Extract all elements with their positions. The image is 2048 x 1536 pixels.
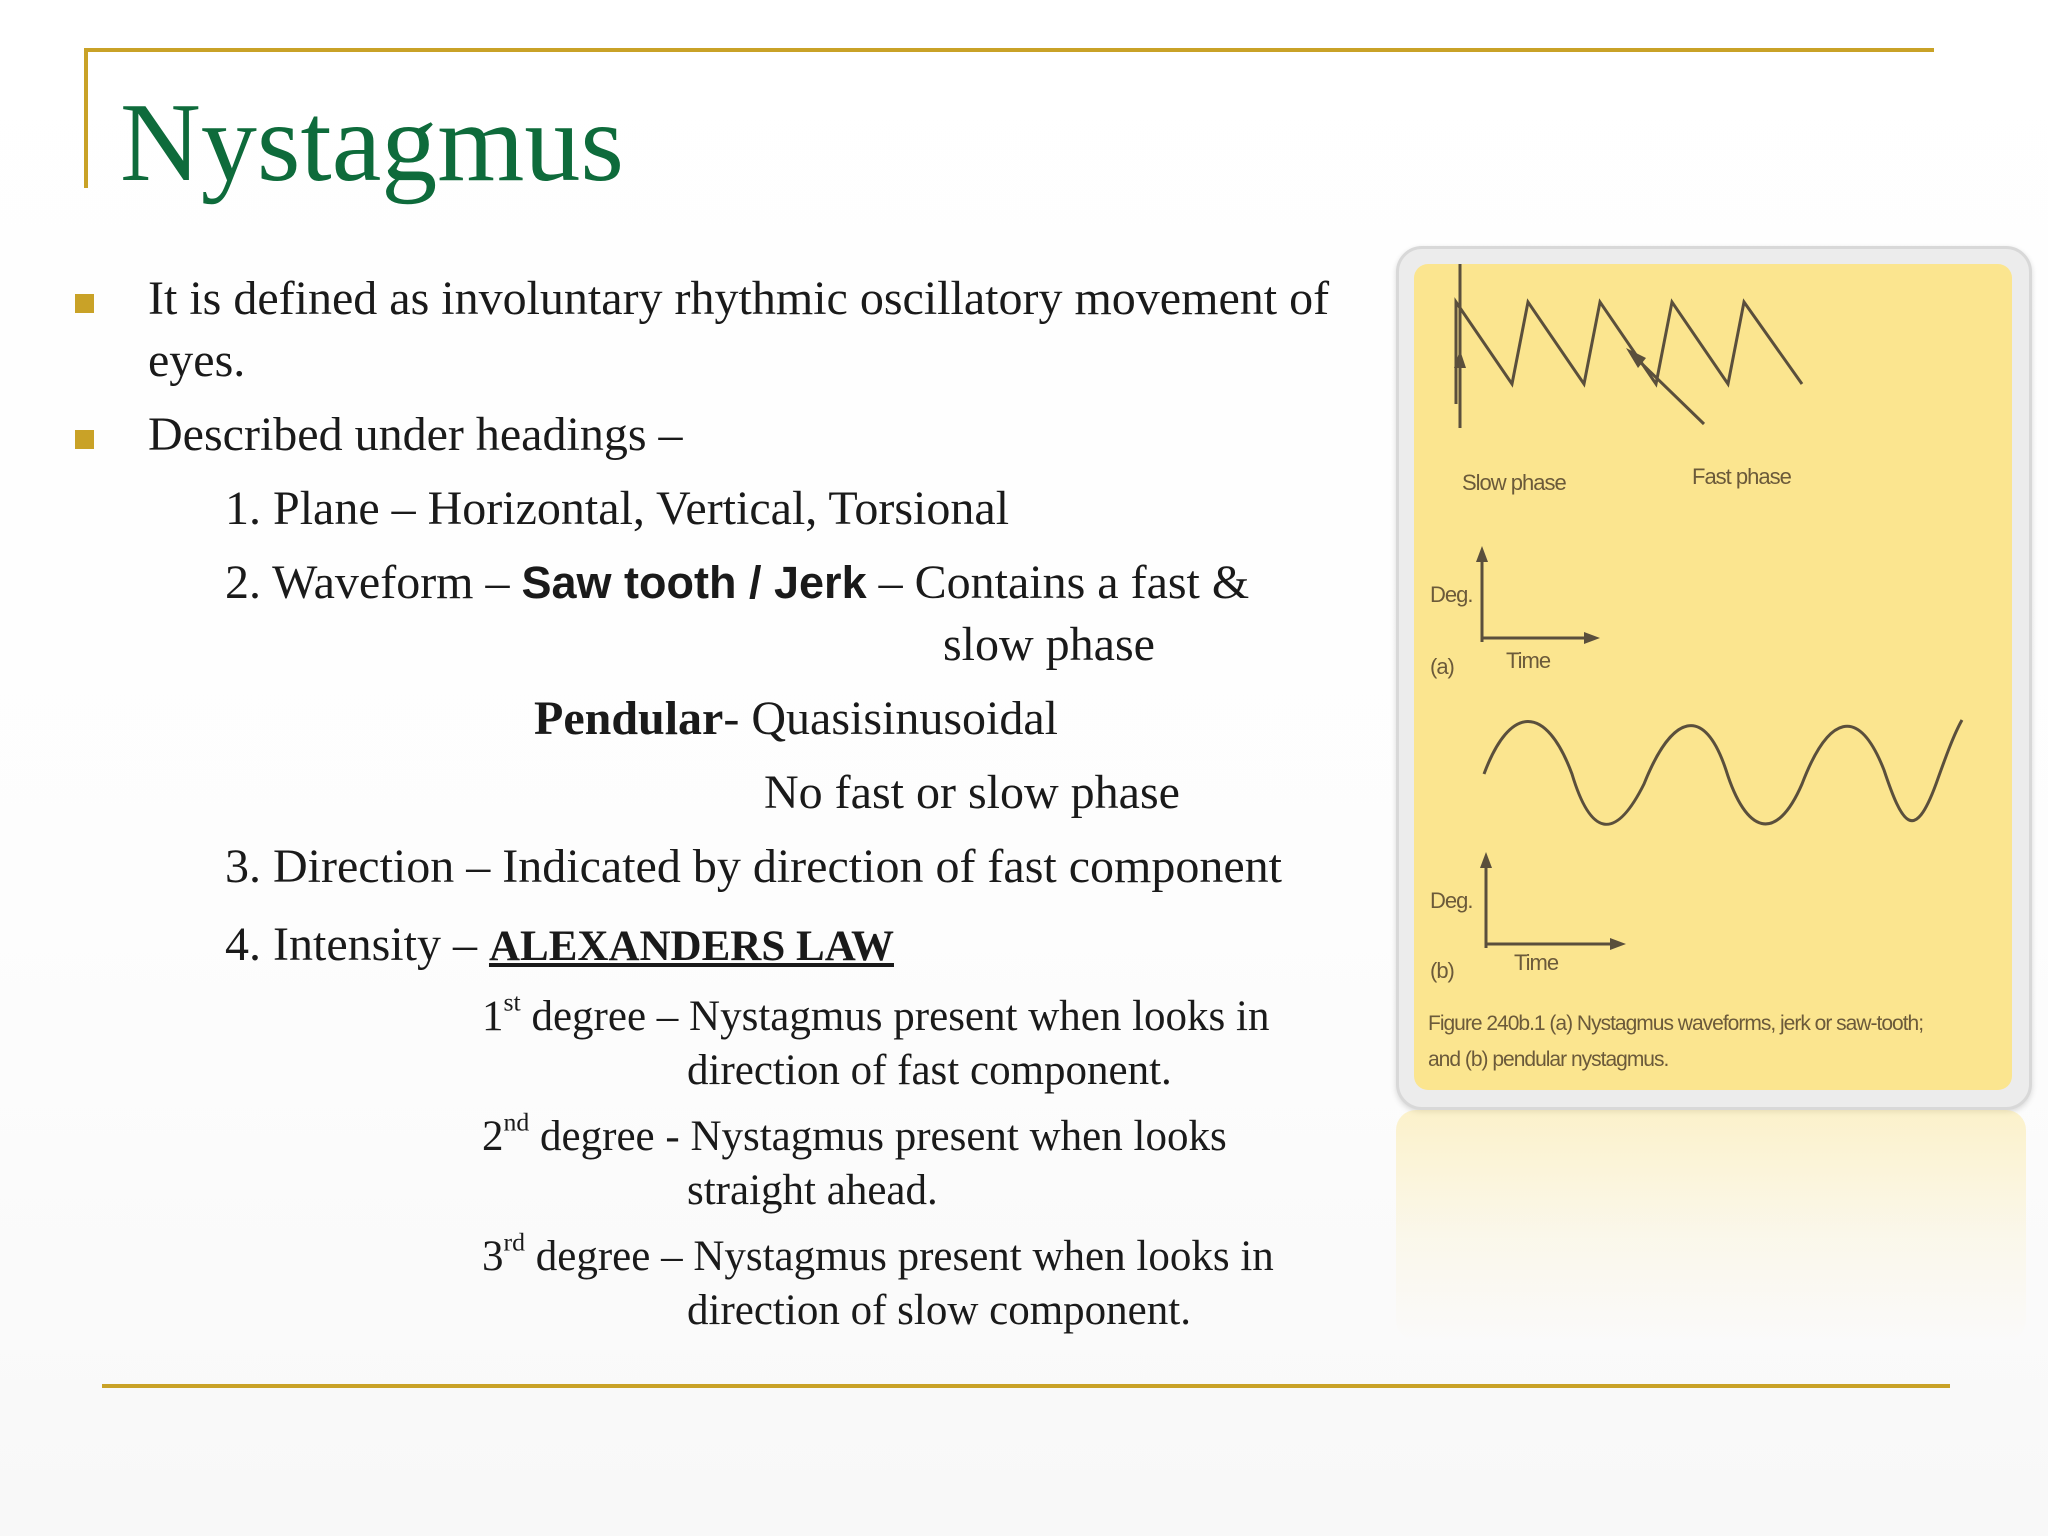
bullet-1-line-2: eyes. xyxy=(148,334,246,387)
pendular-rest: - Quasisinusoidal xyxy=(723,692,1058,745)
degree-1-line-1 xyxy=(482,987,1270,1044)
intensity-prefix: 4. Intensity – xyxy=(225,918,489,971)
degree-3-line-1 xyxy=(482,1227,1274,1284)
item-pendular xyxy=(534,688,1058,750)
bullet-1-line-1: It is defined as involuntary rhythmic oscillatory movement of xyxy=(148,272,1330,325)
bullet-2-text: Described under headings – xyxy=(148,408,683,461)
alexanders-law: ALEXANDERS LAW xyxy=(488,923,894,970)
degree-3-line-2: direction of slow component. xyxy=(687,1287,1191,1334)
panel-b-label: (b) xyxy=(1430,958,1454,983)
axis-y-label-a: Deg. xyxy=(1430,582,1473,607)
degree-2-num: 2 xyxy=(482,1113,504,1160)
degree-3-text: degree – Nystagmus present when looks in xyxy=(525,1233,1274,1280)
waveform-line-2: slow phase xyxy=(943,618,1155,671)
degree-2-text: degree - Nystagmus present when looks xyxy=(529,1113,1227,1160)
axis-x-label-a: Time xyxy=(1506,648,1551,673)
slow-phase-label: Slow phase xyxy=(1462,470,1566,495)
axis-x-label-b: Time xyxy=(1514,950,1559,975)
item-direction: 3. Direction – Indicated by direction of fast component xyxy=(225,840,1283,893)
waveform-prefix: 2. Waveform – xyxy=(225,556,522,609)
bullet-marker xyxy=(75,294,94,313)
degree-1-line-2: direction of fast component. xyxy=(687,1047,1172,1094)
item-intensity xyxy=(225,914,894,976)
degree-2-sup: nd xyxy=(503,1107,530,1137)
item-plane: 1. Plane – Horizontal, Vertical, Torsional xyxy=(225,482,1010,535)
figure-reflection xyxy=(1396,1110,2026,1340)
figure-caption-line-2: and (b) pendular nystagmus. xyxy=(1428,1048,1669,1071)
waveform-sawtooth-jerk: Saw tooth / Jerk xyxy=(521,557,867,608)
fast-phase-label: Fast phase xyxy=(1692,464,1791,489)
fast-phase-arrow xyxy=(1636,358,1704,424)
nystagmus-waveform-figure xyxy=(1414,264,2012,1090)
pendular-waveform xyxy=(1484,720,1962,824)
degree-2-line-2: straight ahead. xyxy=(687,1167,938,1214)
left-rule xyxy=(84,48,88,188)
figure-caption-line-1: Figure 240b.1 (a) Nystagmus waveforms, jerk or saw-tooth; xyxy=(1428,1012,1924,1035)
degree-1-sup: st xyxy=(503,987,521,1017)
pendular-label: Pendular xyxy=(534,692,724,745)
item-waveform xyxy=(225,552,1249,614)
pendular-line-2: No fast or slow phase xyxy=(764,766,1180,819)
slide-title: Nystagmus xyxy=(120,81,624,205)
waveform-rest: – Contains a fast & xyxy=(866,556,1250,609)
panel-a-label: (a) xyxy=(1430,654,1454,679)
bullet-marker xyxy=(75,430,94,449)
degree-2-line-1 xyxy=(482,1107,1227,1164)
top-rule xyxy=(84,48,1934,52)
degree-1-num: 1 xyxy=(482,993,504,1040)
degree-1-text: degree – Nystagmus present when looks in xyxy=(520,993,1270,1040)
bottom-rule xyxy=(102,1384,1950,1388)
degree-3-sup: rd xyxy=(503,1227,525,1257)
degree-3-num: 3 xyxy=(482,1233,504,1280)
axis-y-label-b: Deg. xyxy=(1430,888,1473,913)
